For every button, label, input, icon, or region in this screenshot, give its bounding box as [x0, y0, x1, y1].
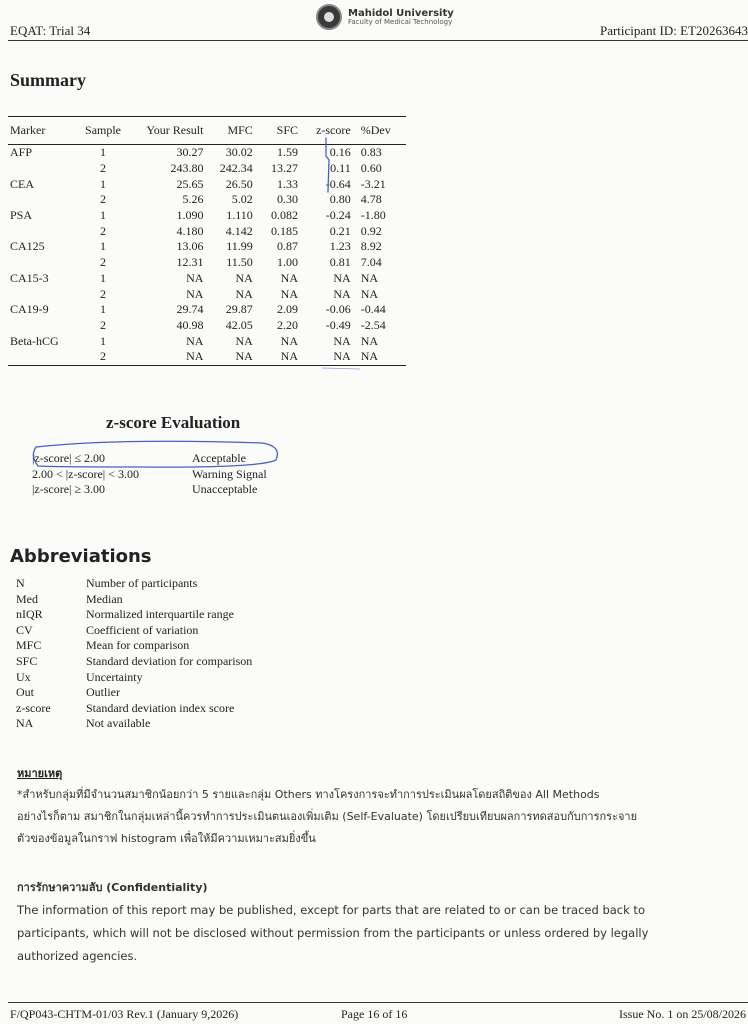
zscore-criterion [32, 467, 267, 483]
marker-cell [8, 318, 73, 334]
percent-dev-cell: 0.92 [360, 223, 382, 238]
abbreviation-term: MFC [16, 638, 42, 653]
page-number: Page 16 of 16 [341, 1007, 408, 1021]
mfc-cell: 42.05 [225, 317, 253, 332]
column-header: %Dev [360, 123, 391, 137]
zscore-result: Unacceptable [192, 482, 258, 496]
form-code: F/QP043-CHTM-01/03 Rev.1 (January 9,2026) [10, 1007, 239, 1021]
percent-dev-cell: -3.21 [360, 176, 386, 191]
table-row [8, 271, 406, 287]
table-row [8, 318, 406, 334]
summary-table-body [8, 145, 406, 366]
percent-dev-cell: -1.80 [360, 208, 386, 223]
abbreviation-meaning: Standard deviation for comparison [86, 653, 253, 668]
percent-dev-cell: 8.92 [360, 239, 382, 254]
abbreviation-item [16, 592, 252, 608]
table-row [8, 192, 406, 208]
abbreviation-term: Ux [16, 669, 31, 684]
abbreviation-meaning: Number of participants [86, 576, 198, 590]
mfc-cell: 11.50 [226, 255, 253, 270]
abbreviation-item [16, 623, 252, 639]
abbreviation-item [16, 638, 252, 654]
sample-cell: 2 [73, 349, 134, 365]
abbreviations-list [16, 576, 252, 732]
sfc-cell: 0.185 [271, 223, 298, 238]
confidentiality-line: participants, which will not be disclosed without permission from the participants or unless ordered by legally [17, 926, 649, 940]
zscore-cell: -0.64 [325, 176, 351, 191]
your-result-cell: 243.80 [170, 161, 204, 176]
abbreviation-term: z-score [16, 700, 51, 715]
abbreviation-meaning: Not available [86, 716, 151, 731]
your-result-cell: 29.74 [176, 302, 204, 317]
note-line: อย่างไรก็ตาม สมาชิกในกลุ่มเหล่านี้ควรทำการประเมินตนเองเพิ่มเติม (Self-Evaluate) โดยเปรียบเทียบผลการทดสอบกับการกระจาย [17, 810, 638, 823]
abbreviation-item [16, 607, 252, 623]
sample-cell: 1 [100, 145, 107, 160]
zscore-cell: -0.06 [325, 302, 351, 317]
abbreviations-title: Abbreviations [10, 546, 152, 567]
confidentiality-line: authorized agencies. [17, 949, 138, 963]
summary-table [8, 116, 406, 366]
abbreviation-meaning: Coefficient of variation [86, 622, 199, 637]
table-row [8, 223, 406, 239]
table-header-row [8, 117, 406, 145]
your-result-cell: NA [186, 270, 204, 285]
mfc-cell: 1.110 [226, 208, 253, 223]
sfc-cell: 2.20 [277, 317, 298, 332]
marker-cell [8, 161, 73, 177]
marker-cell [8, 349, 73, 365]
note-paragraph [17, 784, 737, 850]
sample-cell: 1 [100, 239, 107, 254]
sample-cell: 1 [100, 302, 107, 317]
abbreviation-term: N [16, 576, 25, 590]
sfc-cell: NA [255, 349, 300, 365]
zscore-cell: NA [300, 349, 353, 365]
sfc-cell: 13.27 [271, 161, 298, 176]
abbreviation-item [16, 670, 252, 686]
sample-cell: 1 [100, 270, 107, 285]
table-row [8, 176, 406, 192]
your-result-cell: 12.31 [176, 255, 204, 270]
zscore-cell: 0.80 [329, 192, 351, 207]
sfc-cell: NA [280, 270, 298, 285]
sample-cell: 2 [100, 223, 107, 238]
sfc-cell: 1.33 [277, 176, 298, 191]
logo-university-name: Mahidol University [348, 7, 454, 19]
zscore-cell: -0.49 [325, 317, 351, 332]
report-trial-label: EQAT: Trial 34 [10, 23, 91, 38]
mfc-cell: NA [235, 333, 253, 348]
table-row [8, 208, 406, 224]
zscore-cell: 0.21 [329, 223, 351, 238]
sample-cell: 2 [100, 317, 107, 332]
confidentiality-heading: การรักษาความลับ (Confidentiality) [17, 881, 208, 894]
marker-cell [8, 223, 73, 239]
mfc-cell: 5.02 [231, 192, 253, 207]
mfc-cell: 4.142 [225, 223, 253, 238]
zscore-cell: 1.23 [329, 239, 351, 254]
abbreviation-term: SFC [16, 653, 38, 668]
participant-id: Participant ID: ET20263643 [599, 23, 748, 38]
mfc-cell: 26.50 [225, 176, 253, 191]
your-result-cell: 1.090 [176, 208, 204, 223]
your-result-cell: NA [133, 349, 205, 365]
abbreviation-item [16, 685, 252, 701]
table-row [8, 239, 406, 255]
mfc-cell: NA [235, 286, 253, 301]
percent-dev-cell: -2.54 [360, 317, 386, 332]
abbreviation-term: Out [16, 685, 34, 700]
mfc-cell: 242.34 [219, 161, 253, 176]
abbreviation-item [16, 576, 252, 592]
column-header: Sample [85, 123, 122, 137]
abbreviation-item [16, 701, 252, 717]
abbreviation-term: Med [16, 591, 38, 606]
zscore-cell: 0.11 [330, 161, 351, 176]
zscore-cell: NA [333, 333, 351, 348]
issue-info: Issue No. 1 on 25/08/2026 [619, 1007, 746, 1021]
university-seal-icon [316, 4, 342, 30]
abbreviation-meaning: Median [86, 591, 123, 606]
column-header: Your Result [146, 123, 204, 137]
percent-dev-cell: NA [353, 349, 406, 365]
sfc-cell: 1.00 [277, 255, 298, 270]
your-result-cell: 30.27 [176, 145, 204, 160]
zscore-criteria-list [32, 451, 267, 498]
note-line: ตัวของข้อมูลในกราฟ histogram เพื่อให้มีความเหมาะสมยิ่งขึ้น [17, 832, 316, 845]
abbreviation-meaning: Uncertainty [86, 669, 143, 684]
zscore-criterion [32, 451, 267, 467]
logo-faculty-name: Faculty of Medical Technology [348, 17, 453, 26]
percent-dev-cell: 0.60 [360, 161, 382, 176]
zscore-cell: 0.16 [329, 145, 351, 160]
sfc-cell: 0.082 [271, 208, 298, 223]
marker-cell [8, 286, 73, 302]
sample-cell: 1 [100, 176, 107, 191]
zscore-condition: 2.00 < |z-score| < 3.00 [32, 466, 139, 481]
sfc-cell: NA [280, 333, 298, 348]
your-result-cell: NA [186, 286, 204, 301]
table-row [8, 333, 406, 349]
your-result-cell: 13.06 [176, 239, 204, 254]
pen-underline-mark [322, 368, 360, 369]
zscore-result: Acceptable [192, 451, 246, 465]
abbreviation-term: NA [16, 716, 34, 731]
sample-cell: 2 [100, 192, 107, 207]
column-header: Marker [10, 123, 46, 137]
note-heading: หมายเหตุ [17, 767, 63, 780]
sample-cell: 2 [100, 161, 107, 176]
sfc-cell: 1.59 [277, 145, 298, 160]
column-header: MFC [227, 123, 253, 137]
column-header: SFC [276, 123, 298, 137]
marker-cell: CEA [10, 176, 34, 191]
column-header: z-score [316, 123, 351, 137]
percent-dev-cell: NA [360, 270, 379, 285]
your-result-cell: NA [186, 333, 204, 348]
zscore-evaluation-title: z-score Evaluation [106, 413, 241, 432]
sample-cell: 2 [100, 255, 107, 270]
mfc-cell: 30.02 [225, 145, 253, 160]
abbreviation-term: CV [16, 622, 33, 637]
marker-cell: Beta-hCG [10, 333, 59, 348]
percent-dev-cell: 4.78 [360, 192, 382, 207]
your-result-cell: 40.98 [176, 317, 204, 332]
percent-dev-cell: -0.44 [360, 302, 386, 317]
abbreviation-meaning: Outlier [86, 685, 120, 700]
abbreviation-item [16, 716, 252, 732]
note-line: *สำหรับกลุ่มที่มีจำนวนสมาชิกน้อยกว่า 5 รายและกลุ่ม Others ทางโครงการจะทำการประเมินผลโดยสถิติของ All Methods [17, 788, 600, 801]
marker-cell: CA19-9 [10, 302, 49, 317]
sfc-cell: 2.09 [277, 302, 298, 317]
marker-cell [8, 192, 73, 208]
abbreviation-meaning: Mean for comparison [86, 638, 190, 653]
confidentiality-paragraph [17, 899, 727, 968]
marker-cell [8, 255, 73, 271]
table-row [8, 349, 406, 365]
sfc-cell: 0.87 [277, 239, 298, 254]
sfc-cell: 0.30 [277, 192, 298, 207]
zscore-criterion [32, 482, 267, 498]
sample-cell: 1 [100, 208, 107, 223]
mfc-cell: NA [235, 270, 253, 285]
table-row [8, 161, 406, 177]
zscore-cell: -0.24 [325, 208, 351, 223]
your-result-cell: 25.65 [176, 176, 204, 191]
percent-dev-cell: NA [360, 286, 379, 301]
percent-dev-cell: NA [360, 333, 379, 348]
sample-cell: 1 [100, 333, 107, 348]
marker-cell: CA15-3 [10, 270, 49, 285]
sample-cell: 2 [100, 286, 107, 301]
percent-dev-cell: 0.83 [360, 145, 382, 160]
percent-dev-cell: 7.04 [360, 255, 382, 270]
table-row [8, 286, 406, 302]
confidentiality-line: The information of this report may be published, except for parts that are related to or can be traced back to [17, 903, 645, 917]
abbreviation-meaning: Standard deviation index score [86, 700, 235, 715]
zscore-result: Warning Signal [192, 466, 267, 481]
header-divider [8, 40, 748, 41]
mfc-cell: 11.99 [226, 239, 253, 254]
footer-divider [8, 1002, 748, 1003]
marker-cell: CA125 [10, 239, 45, 254]
marker-cell: AFP [10, 145, 33, 160]
abbreviation-item [16, 654, 252, 670]
table-row [8, 255, 406, 271]
your-result-cell: 5.26 [182, 192, 204, 207]
university-logo [316, 4, 454, 30]
your-result-cell: 4.180 [176, 223, 204, 238]
zscore-cell: NA [333, 270, 351, 285]
mfc-cell: 29.87 [225, 302, 253, 317]
zscore-cell: NA [333, 286, 351, 301]
summary-title: Summary [10, 70, 86, 90]
abbreviation-meaning: Normalized interquartile range [86, 607, 234, 622]
zscore-condition: |z-score| ≤ 2.00 [32, 451, 106, 465]
zscore-cell: 0.81 [329, 255, 351, 270]
zscore-condition: |z-score| ≥ 3.00 [32, 482, 106, 496]
sfc-cell: NA [280, 286, 298, 301]
abbreviation-term: nIQR [16, 607, 43, 622]
table-row [8, 302, 406, 318]
marker-cell: PSA [10, 208, 33, 223]
table-row [8, 145, 406, 161]
mfc-cell: NA [205, 349, 254, 365]
